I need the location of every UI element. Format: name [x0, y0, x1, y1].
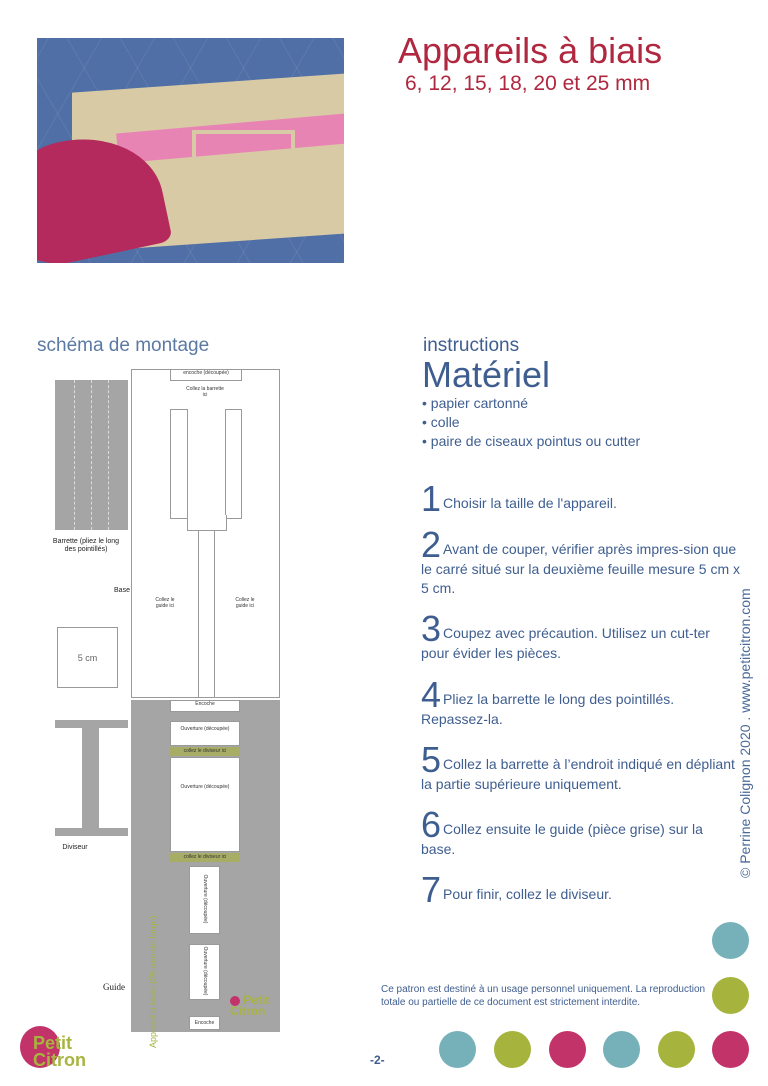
step-4	[421, 674, 741, 729]
guide-glue-left-label: Collez le guide ici	[155, 597, 175, 609]
ouverture-top	[170, 721, 240, 746]
base-label: Base	[114, 587, 130, 594]
materiel-item: • colle	[422, 414, 460, 430]
encoche-label: encoche (découpée)	[183, 370, 229, 376]
decor-dot	[603, 1031, 640, 1068]
step-3	[421, 608, 741, 663]
decor-dot	[712, 922, 749, 959]
step-text: Collez ensuite le guide (pièce grise) sur la base.	[421, 821, 703, 857]
step-7	[421, 869, 741, 910]
step-text: Coupez avec précaution. Utilisez un cut-ter pour évider les pièces.	[421, 625, 710, 661]
step-number: 4	[421, 674, 442, 715]
decor-dot	[712, 1031, 749, 1068]
ouverture-label: Ouverture (découpée)	[180, 784, 230, 790]
base-slot-right	[225, 409, 242, 519]
materiel-item: • paire de ciseaux pointus ou cutter	[422, 433, 641, 449]
step-1	[421, 478, 741, 519]
step-6	[421, 804, 741, 859]
diviseur-label: Diviseur	[62, 844, 88, 851]
decor-dot	[549, 1031, 586, 1068]
step-number: 5	[421, 739, 442, 780]
page-subtitle: 6, 12, 15, 18, 20 et 25 mm	[405, 72, 651, 95]
materiel-heading: Matériel	[422, 354, 551, 395]
square-label: 5 cm	[77, 653, 98, 663]
base-channel	[198, 530, 215, 698]
guide-glue-right-label: Collez le guide ici	[235, 597, 255, 609]
diviseur-glue-bottom: collez le diviseur ici	[170, 853, 240, 862]
base-notch	[187, 515, 227, 531]
logo-small-line2: Citron	[230, 1004, 266, 1018]
copyright-vertical: © Perrine Colignon 2020 . www.petitcitron.com	[737, 588, 753, 878]
appareil-label: Appareil à biais (25 mm de large)	[148, 915, 158, 1048]
page-number: -2-	[370, 1053, 385, 1067]
decor-dot	[439, 1031, 476, 1068]
logo-line2: Citron	[33, 1050, 86, 1070]
schema-heading: schéma de montage	[37, 335, 210, 356]
decor-dot	[658, 1031, 695, 1068]
diviseur-glue-top: collez le diviseur ici	[170, 747, 240, 756]
page-title: Appareils à biais	[398, 30, 663, 71]
ouverture-middle	[170, 757, 240, 852]
instructions-heading: instructions	[423, 335, 520, 356]
hero-photo	[37, 38, 344, 263]
decor-dot	[494, 1031, 531, 1068]
fold-line	[108, 380, 109, 530]
ouverture-label: Ouverture (découpée)	[202, 874, 208, 924]
ouverture-label: Ouverture (découpée)	[202, 946, 208, 996]
step-5	[421, 739, 741, 794]
guide-label: Guide	[103, 982, 125, 992]
decor-dot	[712, 977, 749, 1014]
logo-small	[230, 995, 269, 1017]
fold-line	[74, 380, 75, 530]
ouverture-label: Ouverture (découpée)	[180, 726, 230, 732]
barrette-glue-label: Collez la barrette ici	[186, 386, 224, 398]
step-text: Choisir la taille de l'appareil.	[443, 495, 617, 511]
step-number: 1	[421, 478, 442, 519]
step-2	[421, 524, 741, 598]
step-text: Pliez la barrette le long des pointillés. Repassez-la.	[421, 691, 675, 727]
step-text: Pour finir, collez le diviseur.	[443, 886, 612, 902]
fold-line	[91, 380, 92, 530]
step-number: 7	[421, 869, 442, 910]
base-slot-left	[170, 409, 188, 519]
usage-notice: Ce patron est destiné à un usage personnel uniquement. La reproduction totale ou partielle de ce document est strictement interdite.	[381, 984, 706, 1008]
materiel-item: • papier cartonné	[422, 395, 529, 411]
petit-citron-logo	[16, 1022, 102, 1072]
encoche-label: Encoche	[194, 1020, 215, 1026]
diviseur-bottom	[55, 828, 128, 836]
step-number: 3	[421, 608, 442, 649]
diviseur-top	[55, 720, 128, 728]
step-number: 2	[421, 524, 442, 565]
step-number: 6	[421, 804, 442, 845]
logo-line1: Petit	[33, 1033, 73, 1053]
step-text: Collez la barrette à l’endroit indiqué en dépliant la partie supérieure uniquement.	[421, 756, 735, 792]
step-text: Avant de couper, vérifier après impres-sion que le carré situé sur la deuxième feuille mesure 5 cm x 5 cm.	[421, 541, 741, 596]
encoche-label: Encoche	[195, 701, 215, 707]
barrette-label: Barrette (pliez le long des pointillés)	[52, 538, 120, 553]
logo-small-line1: Petit	[243, 993, 270, 1007]
diviseur-stem	[82, 728, 99, 828]
